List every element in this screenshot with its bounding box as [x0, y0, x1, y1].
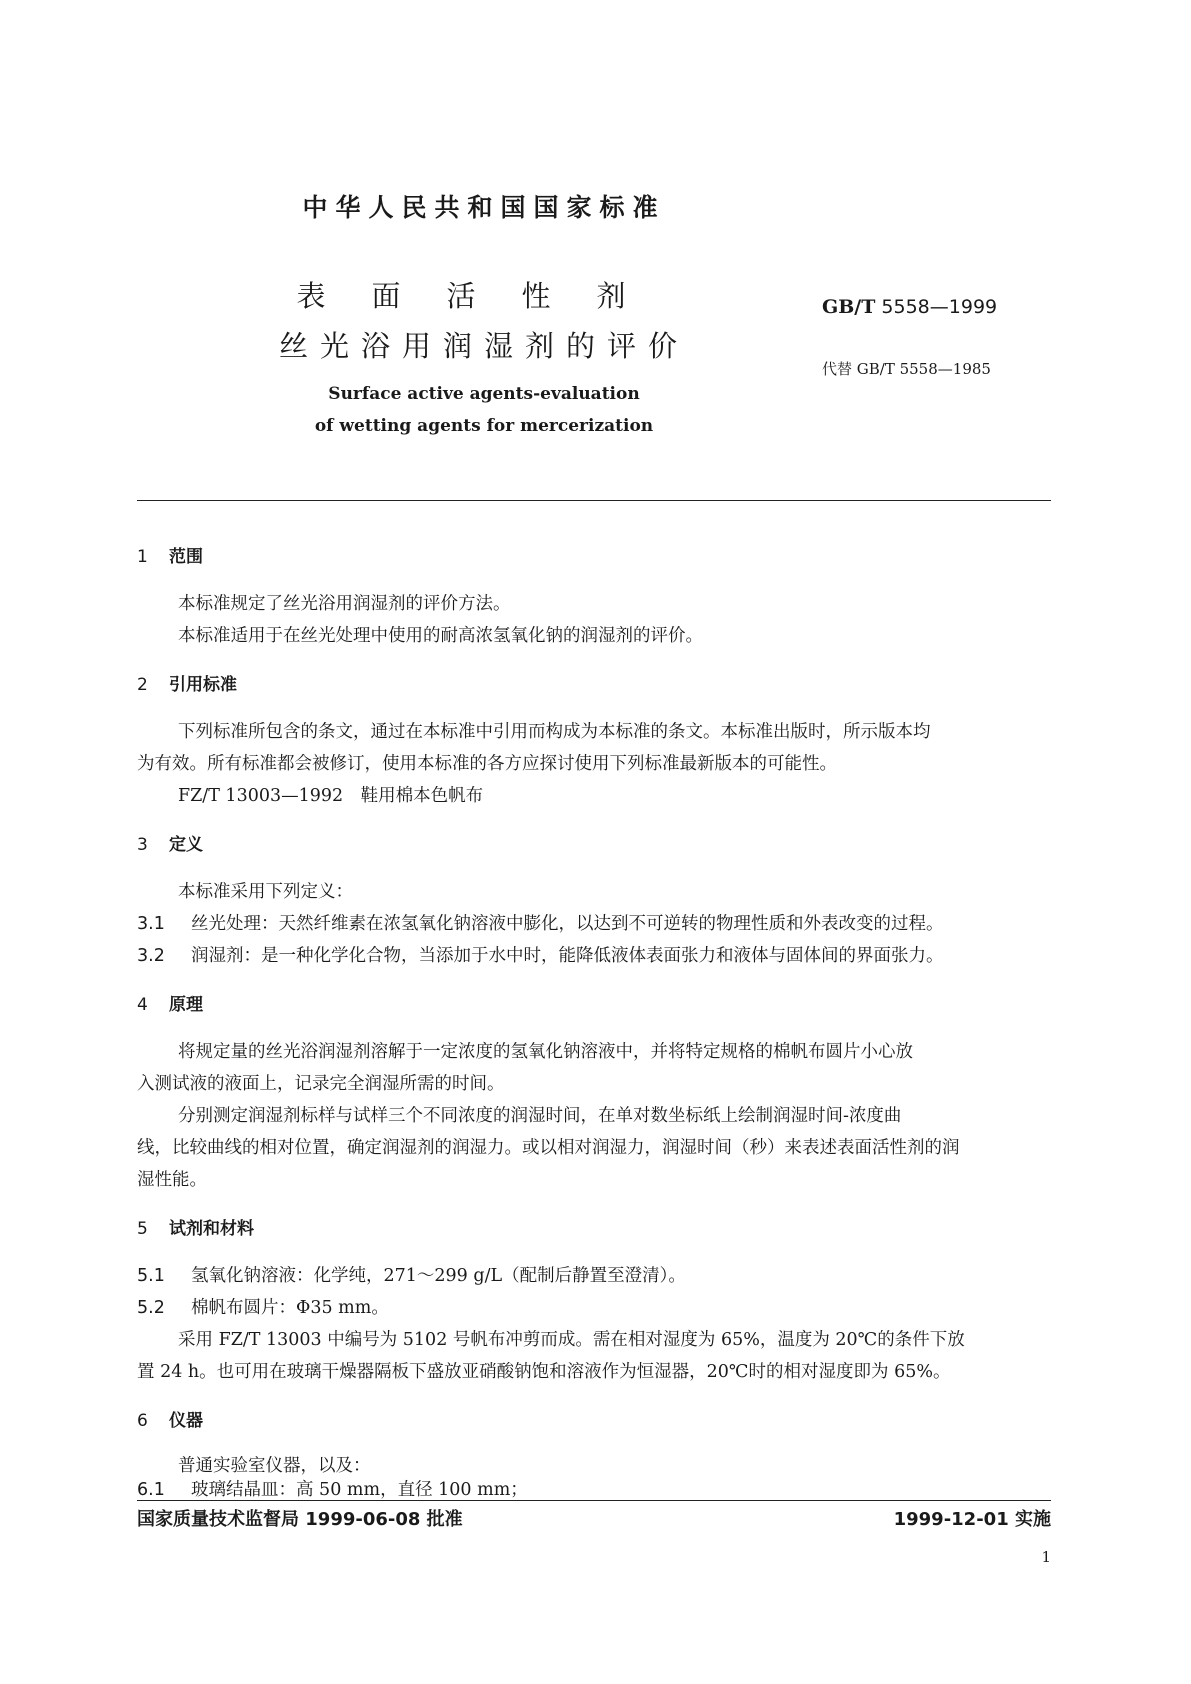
clause-text: 玻璃结晶皿：高 50 mm，直径 100 mm； [191, 1480, 528, 1500]
paragraph: 采用 FZ/T 13003 中编号为 5102 号帆布冲剪而成。需在相对湿度为 65%，温度为 20℃的条件下放 [178, 1330, 965, 1350]
paragraph-continued: 线，比较曲线的相对位置，确定润湿剂的润湿力。或以相对润湿力，润湿时间（秒）来表述表面活性剂的润 [137, 1138, 960, 1158]
section-number: 3 [137, 835, 148, 855]
section-title: 引用标准 [169, 675, 237, 695]
title-cn-line2: 丝光浴用润湿剂的评价 [278, 329, 689, 363]
clause-number: 6.1 [137, 1480, 165, 1500]
normative-reference: FZ/T 13003—1992 鞋用棉本色帆布 [178, 786, 484, 806]
standard-code: 5558—1999 [881, 296, 998, 318]
clause-5-1 [137, 1262, 686, 1287]
clause-text: 棉帆布圆片：Φ35 mm。 [191, 1298, 389, 1318]
paragraph-continued: 为有效。所有标准都会被修订，使用本标准的各方应探讨使用下列标准最新版本的可能性。 [137, 754, 837, 774]
section-number: 1 [137, 547, 148, 567]
clause-text: 丝光处理：天然纤维素在浓氢氧化钠溶液中膨化，以达到不可逆转的物理性质和外表改变的过程。 [191, 914, 944, 934]
section-heading-2 [137, 670, 237, 695]
section-heading-3 [137, 830, 203, 855]
title-en-line2: of wetting agents for mercerization [314, 416, 654, 436]
effective-date: 1999-12-01 实施 [893, 1509, 1051, 1530]
section-title: 仪器 [169, 1411, 203, 1431]
title-cn-line1: 表面活性剂 [296, 279, 672, 313]
paragraph: 下列标准所包含的条文，通过在本标准中引用而构成为本标准的条文。本标准出版时，所示版本均 [178, 722, 931, 742]
paragraph-continued: 湿性能。 [137, 1170, 207, 1190]
section-number: 6 [137, 1411, 148, 1431]
section-title: 原理 [169, 995, 203, 1015]
clause-3-2 [137, 942, 944, 967]
section-heading-1 [137, 542, 203, 567]
paragraph: 本标准规定了丝光浴用润湿剂的评价方法。 [178, 594, 511, 614]
clause-number: 5.2 [137, 1298, 165, 1318]
page-number: 1 [1041, 1548, 1051, 1566]
clause-3-1 [137, 910, 944, 935]
clause-6-1 [137, 1476, 528, 1501]
standard-number [822, 296, 997, 318]
replaces-note: 代替 GB/T 5558—1985 [822, 360, 991, 378]
section-title: 定义 [169, 835, 203, 855]
paragraph: 分别测定润湿剂标样与试样三个不同浓度的润湿时间，在单对数坐标纸上绘制润湿时间-浓度曲 [178, 1106, 902, 1126]
clause-number: 5.1 [137, 1266, 165, 1286]
section-heading-6 [137, 1406, 203, 1431]
clause-number: 3.2 [137, 946, 165, 966]
clause-number: 3.1 [137, 914, 165, 934]
issuing-country-standard: 中华人民共和国国家标准 [302, 193, 666, 222]
section-number: 5 [137, 1219, 148, 1239]
paragraph-continued: 置 24 h。也可用在玻璃干燥器隔板下盛放亚硝酸钠饱和溶液作为恒湿器，20℃时的相对湿度即为 65%。 [137, 1362, 951, 1382]
section-number: 2 [137, 675, 148, 695]
paragraph: 本标准采用下列定义： [178, 882, 353, 902]
standard-prefix: GB/T [822, 296, 876, 318]
footer-divider [137, 1500, 1051, 1501]
paragraph: 本标准适用于在丝光处理中使用的耐高浓氢氧化钠的润湿剂的评价。 [178, 626, 703, 646]
clause-text: 润湿剂：是一种化学化合物，当添加于水中时，能降低液体表面张力和液体与固体间的界面张力。 [191, 946, 944, 966]
section-title: 范围 [169, 547, 203, 567]
clause-text: 氢氧化钠溶液：化学纯，271～299 g/L（配制后静置至澄清）。 [191, 1266, 686, 1286]
paragraph: 将规定量的丝光浴润湿剂溶解于一定浓度的氢氧化钠溶液中，并将特定规格的棉帆布圆片小心放 [178, 1042, 913, 1062]
header-divider [137, 500, 1051, 501]
section-title: 试剂和材料 [169, 1219, 254, 1239]
clause-5-2 [137, 1294, 389, 1319]
paragraph: 普通实验室仪器，以及： [178, 1456, 371, 1476]
section-heading-4 [137, 990, 203, 1015]
paragraph-continued: 入测试液的液面上，记录完全润湿所需的时间。 [137, 1074, 505, 1094]
section-heading-5 [137, 1214, 254, 1239]
approval-date: 国家质量技术监督局 1999-06-08 批准 [137, 1509, 463, 1530]
section-number: 4 [137, 995, 148, 1015]
title-en-line1: Surface active agents-evaluation [328, 384, 640, 404]
